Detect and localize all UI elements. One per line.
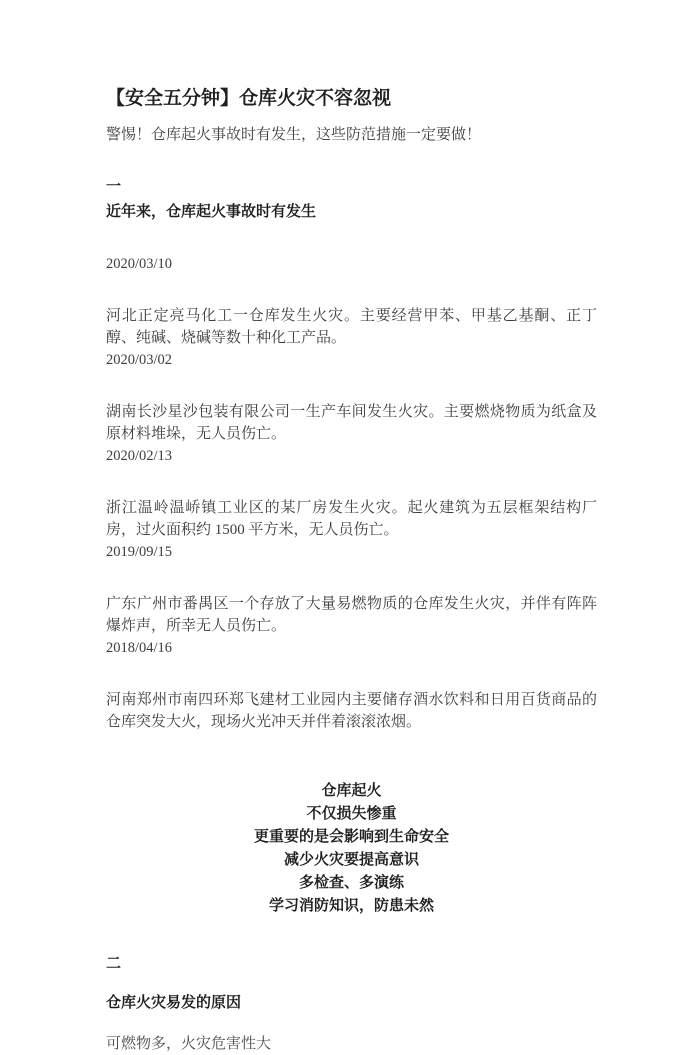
section-two-number: 二 — [106, 955, 122, 972]
incident-paragraph — [106, 401, 597, 467]
section-one-header — [106, 176, 597, 223]
slogan-line: 多检查、多演练 — [298, 874, 404, 891]
article-subtitle: 警惕！仓库起火事故时有发生，这些防范措施一定要做！ — [106, 127, 482, 143]
slogan-line: 减少火灾要提高意识 — [283, 851, 419, 868]
incident-date: 2018/04/16 — [106, 640, 173, 656]
incident-date: 2020/02/13 — [106, 448, 173, 464]
slogan-line: 仓库起火 — [321, 782, 382, 799]
slogan-line: 不仅损失惨重 — [306, 805, 397, 822]
incident-text: 河北正定亮马化工一仓库发生火灾。主要经营甲苯、甲基乙基酮、正丁醇、纯碱、烧碱等数十种化工产品。 — [106, 308, 597, 346]
slogan-line: 更重要的是会影响到生命安全 — [253, 828, 449, 845]
incident-text: 浙江温岭温峤镇工业区的某厂房发生火灾。起火建筑为五层框架结构厂房，过火面积约 1500 平方米，无人员伤亡。 — [106, 500, 597, 538]
section-one-title: 近年来，仓库起火事故时有发生 — [106, 203, 317, 220]
slogan-line: 学习消防知识，防患未然 — [268, 897, 434, 914]
incident-lead-date: 2020/03/10 — [106, 256, 173, 272]
incident-paragraph — [106, 593, 597, 659]
incident-paragraph — [106, 689, 597, 733]
incident-text: 河南郑州市南四环郑飞建材工业园内主要储存酒水饮料和日用百货商品的仓库突发大火，现场火光冲天并伴着滚滚浓烟。 — [106, 692, 597, 730]
incident-text: 广东广州市番禺区一个存放了大量易燃物质的仓库发生火灾，并伴有阵阵爆炸声，所幸无人员伤亡。 — [106, 596, 597, 634]
incident-date: 2020/03/02 — [106, 352, 173, 368]
incident-date: 2019/09/15 — [106, 544, 173, 560]
slogan-block — [106, 779, 597, 917]
incident-paragraph — [106, 305, 597, 371]
section-one-number: 一 — [106, 178, 122, 195]
incident-text: 湖南长沙星沙包装有限公司一生产车间发生火灾。主要燃烧物质为纸盒及原材料堆垛，无人员伤亡。 — [106, 404, 597, 442]
incident-paragraph — [106, 497, 597, 563]
section-two-title: 仓库火灾易发的原因 — [106, 994, 242, 1011]
article-title: 【安全五分钟】仓库火灾不容忽视 — [106, 88, 392, 109]
section-two-body: 可燃物多，火灾危害性大 — [106, 1036, 272, 1052]
